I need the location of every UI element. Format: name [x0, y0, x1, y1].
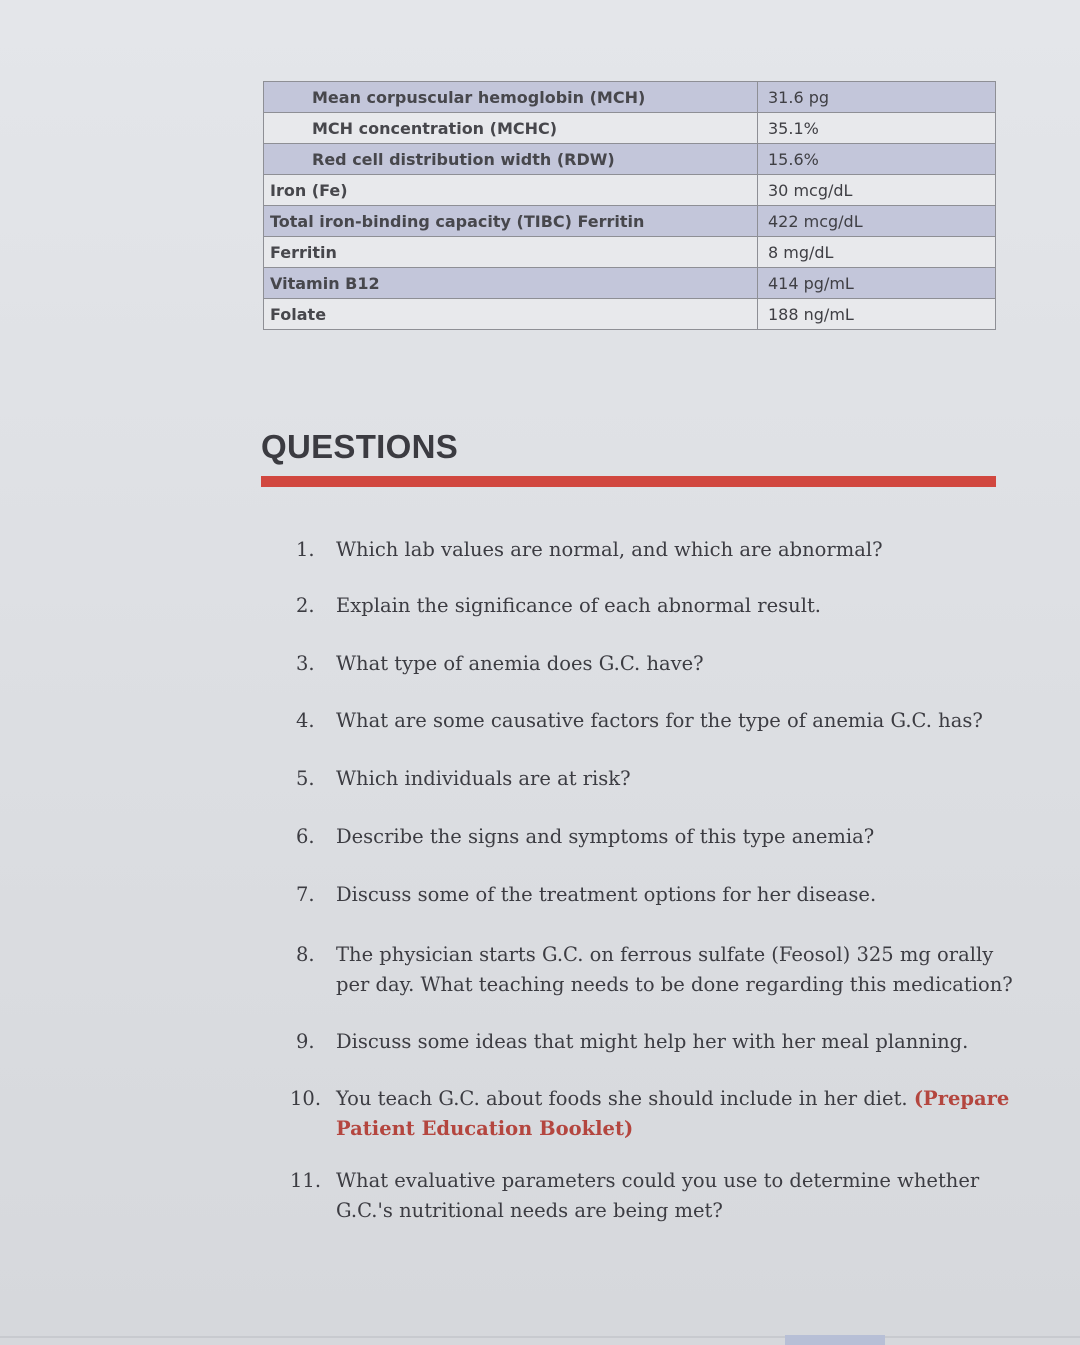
question-text: Which individuals are at risk? — [336, 767, 631, 790]
lab-results-table — [263, 81, 996, 330]
question-text: What evaluative parameters could you use to determine whether — [336, 1169, 980, 1192]
lab-row — [264, 144, 996, 175]
lab-test-value: 31.6 pg — [758, 82, 996, 113]
lab-row — [264, 237, 996, 268]
lab-row — [264, 175, 996, 206]
assignment-emphasis: Patient Education Booklet) — [336, 1117, 634, 1140]
question-item — [290, 764, 1010, 794]
question-number: 4. — [296, 709, 315, 732]
scroll-indicator — [785, 1335, 885, 1345]
question-item — [290, 535, 1010, 565]
heading-divider — [261, 476, 996, 487]
questions-heading: QUESTIONS — [261, 428, 459, 465]
question-number: 7. — [296, 883, 315, 906]
lab-test-value: 188 ng/mL — [758, 299, 996, 330]
lab-test-value: 414 pg/mL — [758, 268, 996, 299]
question-item — [290, 822, 1010, 852]
question-text: Which lab values are normal, and which are abnormal? — [336, 538, 883, 561]
question-text: The physician starts G.C. on ferrous sulfate (Feosol) 325 mg orally — [336, 943, 994, 966]
lab-row — [264, 299, 996, 330]
question-item — [290, 1084, 1010, 1144]
question-item — [290, 940, 1013, 1000]
lab-test-name: Folate — [264, 299, 758, 330]
question-text: What type of anemia does G.C. have? — [336, 652, 704, 675]
question-text: G.C.'s nutritional needs are being met? — [336, 1199, 723, 1222]
question-text: Discuss some of the treatment options for her disease. — [336, 883, 877, 906]
lab-test-value: 8 mg/dL — [758, 237, 996, 268]
question-text: Describe the signs and symptoms of this type anemia? — [336, 825, 875, 848]
lab-test-value: 422 mcg/dL — [758, 206, 996, 237]
question-item — [290, 591, 1010, 621]
lab-test-value: 35.1% — [758, 113, 996, 144]
question-item — [290, 649, 1010, 679]
lab-test-name: Total iron-binding capacity (TIBC) Ferritin — [264, 206, 758, 237]
question-number: 5. — [296, 767, 315, 790]
question-text: per day. What teaching needs to be done regarding this medication? — [336, 973, 1013, 996]
question-number: 3. — [296, 652, 315, 675]
question-text: Explain the significance of each abnormal result. — [336, 594, 821, 617]
lab-test-name: MCH concentration (MCHC) — [264, 113, 758, 144]
question-number: 6. — [296, 825, 315, 848]
lab-row — [264, 268, 996, 299]
question-text: You teach G.C. about foods she should include in her diet. — [336, 1087, 914, 1110]
question-item — [290, 1027, 1010, 1057]
lab-test-name: Red cell distribution width (RDW) — [264, 144, 758, 175]
lab-test-name: Ferritin — [264, 237, 758, 268]
assignment-emphasis: (Prepare — [913, 1087, 1010, 1110]
question-number: 2. — [296, 594, 315, 617]
question-number: 10. — [290, 1087, 322, 1110]
lab-row — [264, 113, 996, 144]
lab-row — [264, 206, 996, 237]
question-item — [290, 1166, 1010, 1226]
lab-test-name: Iron (Fe) — [264, 175, 758, 206]
question-number: 8. — [296, 943, 315, 966]
question-item — [290, 706, 1010, 736]
question-text: Discuss some ideas that might help her with her meal planning. — [336, 1030, 969, 1053]
question-number: 9. — [296, 1030, 315, 1053]
lab-test-name: Mean corpuscular hemoglobin (MCH) — [264, 82, 758, 113]
lab-test-value: 15.6% — [758, 144, 996, 175]
lab-row — [264, 82, 996, 113]
question-text-line — [336, 1084, 1010, 1114]
lab-test-value: 30 mcg/dL — [758, 175, 996, 206]
question-number: 1. — [296, 538, 315, 561]
page-bottom-edge — [0, 1336, 1080, 1338]
question-text: What are some causative factors for the type of anemia G.C. has? — [336, 709, 983, 732]
question-item — [290, 880, 1010, 910]
lab-test-name: Vitamin B12 — [264, 268, 758, 299]
question-number: 11. — [290, 1169, 322, 1192]
